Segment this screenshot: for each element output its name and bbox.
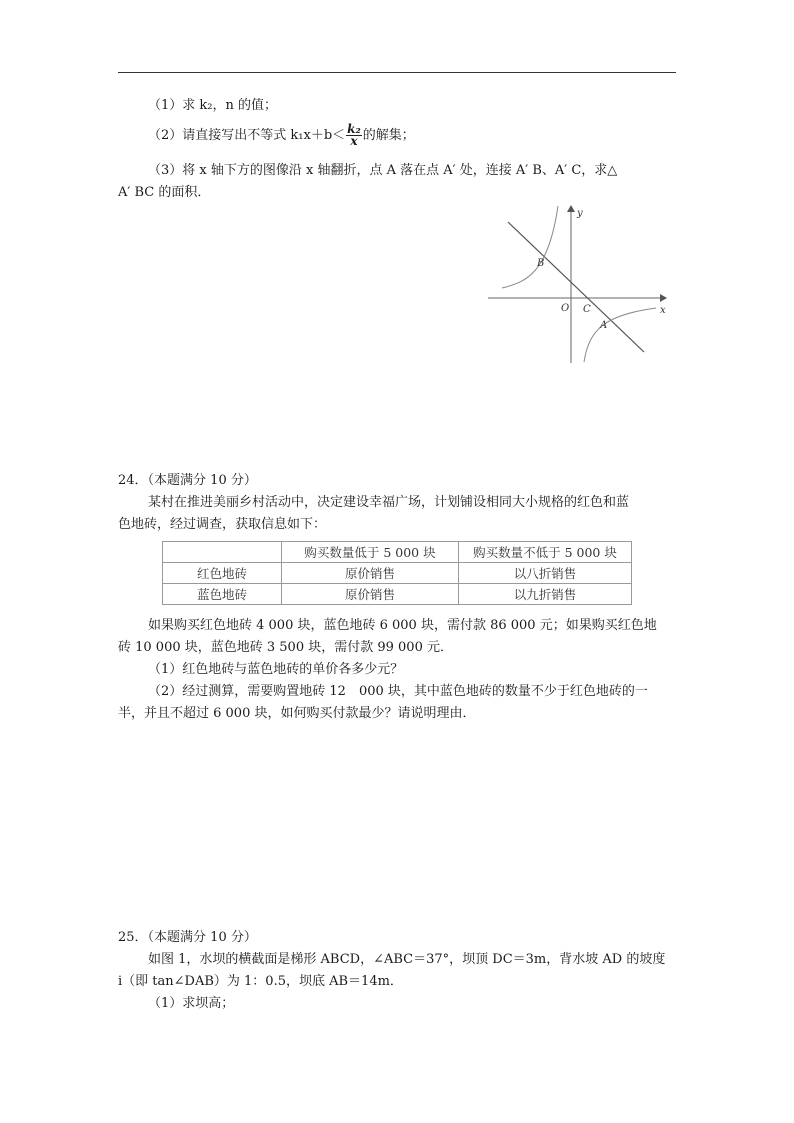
q23-part2	[148, 121, 415, 151]
q24-title: 24．（本题满分 10 分）	[118, 473, 257, 488]
q23-part2-suffix: 的解集；	[362, 128, 415, 143]
q24-body-line2: 砖 10 000 块，蓝色地砖 3 500 块，需付款 99 000 元．	[118, 640, 453, 655]
label-b: B	[537, 258, 545, 269]
q25-body-line1: 如图 1，水坝的横截面是梯形 ABCD，∠ABC＝37°，坝顶 DC＝3m，背水坡 AD 的坡度	[148, 952, 666, 967]
label-y: y	[577, 208, 583, 219]
label-c: C	[583, 304, 591, 315]
table-row	[163, 584, 632, 605]
table-header-cell: 购买数量低于 5 000 块	[282, 542, 459, 563]
q24-body-line1: 如果购买红色地砖 4 000 块，蓝色地砖 6 000 块，需付款 86 000 元；如果购买红色地	[148, 618, 657, 633]
table-header-row	[163, 542, 632, 563]
q25-body-line2: i（即 tan∠DAB）为 1：0.5，坝底 AB＝14m．	[118, 974, 403, 989]
q24-subq1: （1）红色地砖与蓝色地砖的单价各多少元？	[148, 662, 404, 677]
label-a: A	[600, 320, 608, 331]
hyperbola-branch-lower-right	[584, 308, 656, 362]
linear-function-line	[508, 222, 644, 352]
table-cell: 蓝色地砖	[163, 584, 282, 605]
q24-intro-line2: 色地砖，经过调查，获取信息如下：	[118, 517, 327, 532]
hyperbola-branch-upper-left	[502, 206, 558, 288]
table-row	[163, 563, 632, 584]
function-graph-figure	[486, 200, 676, 368]
label-origin: O	[561, 303, 570, 314]
q23-part2-text: （2）请直接写出不等式 k₁x＋b＜	[148, 128, 346, 143]
q25-subq1: （1）求坝高；	[148, 996, 235, 1011]
fraction-denominator: x	[350, 134, 358, 148]
table-cell: 原价销售	[282, 584, 459, 605]
header-rule	[118, 72, 676, 73]
q23-part1: （1）求 k₂，n 的值；	[148, 98, 277, 113]
q24-subq2-line1: （2）经过测算，需要购置地砖 12 000 块，其中蓝色地砖的数量不少于红色地砖的一	[148, 684, 648, 699]
table-cell: 以九折销售	[459, 584, 632, 605]
q24-intro-line1: 某村在推进美丽乡村活动中，决定建设幸福广场，计划铺设相同大小规格的红色和蓝	[148, 495, 630, 510]
q25-title: 25．（本题满分 10 分）	[118, 930, 257, 945]
table-header-cell: 购买数量不低于 5 000 块	[459, 542, 632, 563]
table-cell: 以八折销售	[459, 563, 632, 584]
q23-part3-line2: A′ BC 的面积．	[118, 185, 211, 200]
table-cell: 红色地砖	[163, 563, 282, 584]
fraction-k2-over-x	[346, 124, 362, 147]
fraction-numerator: k₂	[347, 122, 361, 136]
label-x: x	[660, 305, 666, 316]
table-header-cell	[163, 542, 282, 563]
info-table	[162, 541, 632, 605]
q23-part3-line1: （3）将 x 轴下方的图像沿 x 轴翻折，点 A 落在点 A′ 处，连接 A′ B、A′ C，求△	[148, 163, 618, 178]
q24-subq2-line2: 半，并且不超过 6 000 块，如何购买付款最少？请说明理由．	[118, 706, 476, 721]
table-cell: 原价销售	[282, 563, 459, 584]
